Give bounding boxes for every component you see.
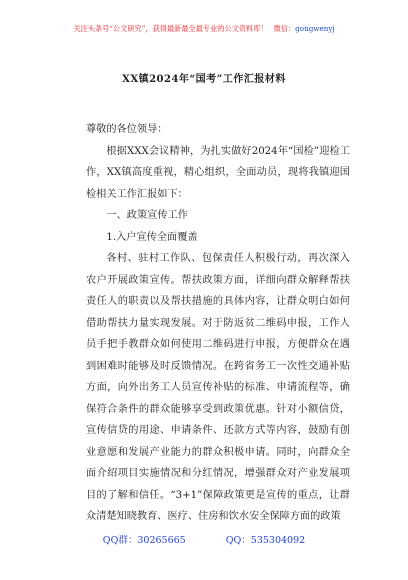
document-title: XX镇2024年“国考”工作汇报材料 <box>122 74 286 85</box>
header-promo-text: 关注头条号“公文研究”，获得最新最全最专业的公文资料库！ <box>73 24 268 33</box>
footer-qq-group[interactable]: QQ群：30265665 <box>102 535 186 546</box>
header-banner <box>0 24 408 34</box>
subsection-heading: 1.入户宣传全面覆盖 <box>106 231 198 243</box>
document-body <box>86 119 350 528</box>
header-wechat-label: 微信： <box>273 24 296 33</box>
intro-paragraph: 根据XXX会议精神，为扎实做好2024年“国检”迎检工作，XX镇高度重视，精心组织，全面动员，现将我镇迎国检相关工作汇报如下： <box>86 145 350 200</box>
footer-contact <box>0 532 408 546</box>
section-heading: 一、政策宣传工作 <box>106 210 188 221</box>
header-wechat-id[interactable]: gongwenyj <box>295 24 335 33</box>
greeting-line: 尊敬的各位领导： <box>86 124 168 135</box>
body-paragraph: 各村、驻村工作队、包保责任人积极行动，再次深入农户开展政策宣传。帮扶政策方面，详细向群众解释帮扶责任人的职责以及帮扶措施的具体内容，让群众明白如何借助帮扶力量实现发展。对于防返贫二维码申报，工作人员手把手教群众如何使用二维码进行申报，方便群众在遇到困难时能够及时反馈情况。在跨省务工一次性交通补贴方面，向外出务工人员宣传补贴的标准、申请流程等，确保符合条件的群众能够享受到政策优惠。针对小额信贷，宣传信贷的用途、申请条件、还款方式等内容，鼓励有创业意愿和发展产业能力的群众积极申请。同时，向群众全面介绍项目实施情况和分红情况，增强群众对产业发展项目的了解和信任。“3+1”保障政策更是宣传的重点，让群众清楚知晓教育、医疗、住房和饮水安全保障方面的政策 <box>86 253 350 522</box>
footer-qq-number[interactable]: QQ：535304092 <box>225 535 306 546</box>
